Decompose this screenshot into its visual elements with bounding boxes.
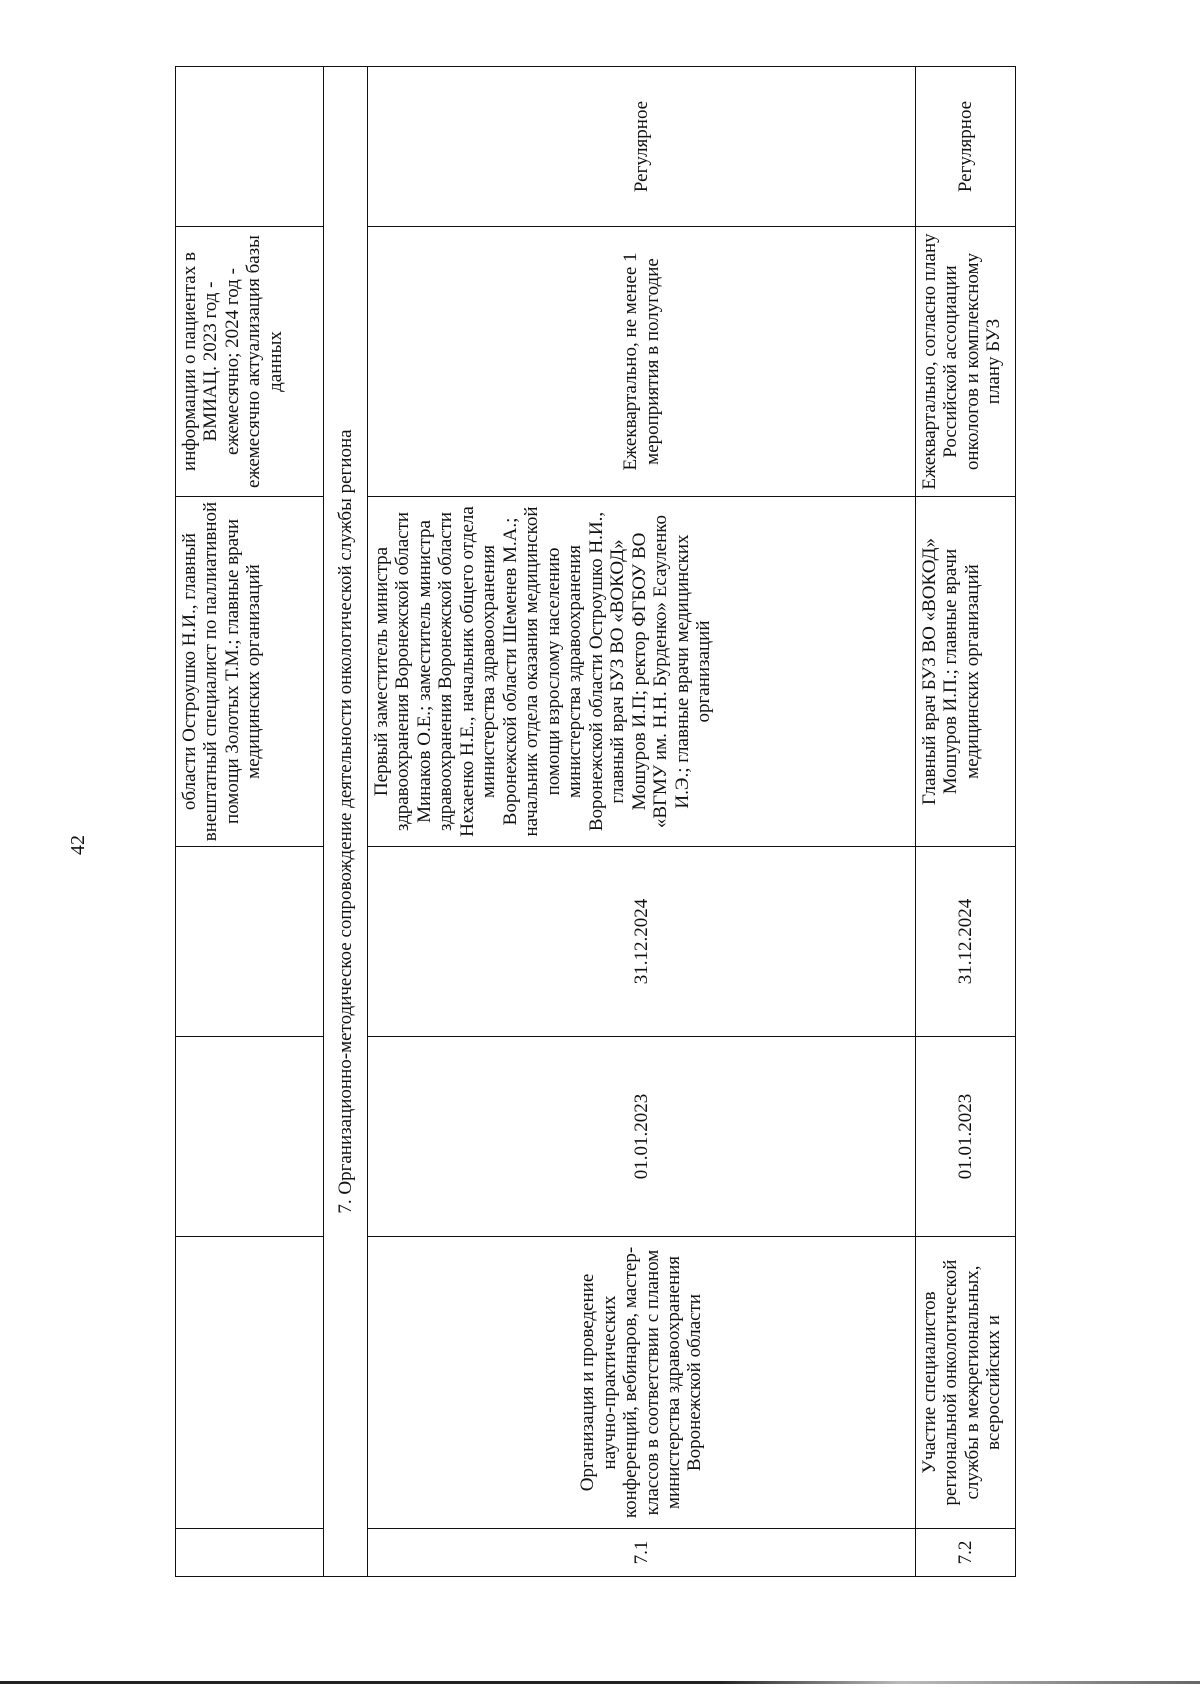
page-number: 42: [67, 835, 89, 855]
cell-start-date: 01.01.2023: [916, 1037, 1016, 1237]
measures-table: [175, 66, 1016, 1577]
cell-executor: Главный врач БУЗ ВО «ВОКОД» Мошуров И.П.; главные врачи медицинских организаций: [916, 497, 1016, 847]
cell-start-date: 01.01.2023: [368, 1037, 916, 1237]
cell-end-date: [176, 847, 324, 1037]
scan-edge-divider: [0, 1681, 1200, 1684]
cell-name: [176, 1237, 324, 1529]
rotated-table-wrapper: [175, 67, 1015, 1577]
cell-end-date: 31.12.2024: [368, 847, 916, 1037]
cell-name: Организация и проведение научно-практических конференций, вебинаров, мастер-классов в соответствии с планом министерства здравоохранения Воронежской области: [368, 1237, 916, 1529]
cell-num: 7.2: [916, 1529, 1016, 1577]
cell-executor: Первый заместитель министра здравоохранения Воронежской области Минаков О.Е.; заместитель министра здравоохранения Воронежской области Нехаенко Н.Е., начальник общего отдела министерства здравоохранения Воронежской области Шеменев М.А.; начальник отдела оказания медицинской помощи взрослому населению министерства здравоохранения Воронежской области Остроушко Н.И., главный врач БУЗ ВО «ВОКОД» Мошуров И.П; ректор ФГБОУ ВО «ВГМУ им. Н.Н. Бурденко» Есауленко И.Э.; главные врачи медицинских организаций: [368, 497, 916, 847]
cell-result: Ежеквартально, согласно плану Российской ассоциации онкологов и комплексному плану БУЗ: [916, 227, 1016, 497]
table-row: [368, 67, 916, 1577]
table-row-continuation: [176, 67, 324, 1577]
cell-type: [176, 67, 324, 227]
table-row: [916, 67, 1016, 1577]
cell-result: информации о пациентах в ВМИАЦ. 2023 год - ежемесячно; 2024 год - ежемесячно актуализация базы данных: [176, 227, 324, 497]
cell-executor: области Остроушко Н.И., главный внештатный специалист по паллиативной помощи Золотых Т.М.; главные врачи медицинских организаций: [176, 497, 324, 847]
cell-end-date: 31.12.2024: [916, 847, 1016, 1037]
cell-name: Участие специалистов региональной онкологической службы в межрегиональных, всероссийских и: [916, 1237, 1016, 1529]
cell-result: Ежеквартально, не менее 1 мероприятия в полугодие: [368, 227, 916, 497]
cell-start-date: [176, 1037, 324, 1237]
cell-num: 7.1: [368, 1529, 916, 1577]
section-title: 7. Организационно-методическое сопровождение деятельности онкологической службы региона: [324, 67, 368, 1577]
cell-type: Регулярное: [368, 67, 916, 227]
cell-type: Регулярное: [916, 67, 1016, 227]
cell-num: [176, 1529, 324, 1577]
section-row: [324, 67, 368, 1577]
